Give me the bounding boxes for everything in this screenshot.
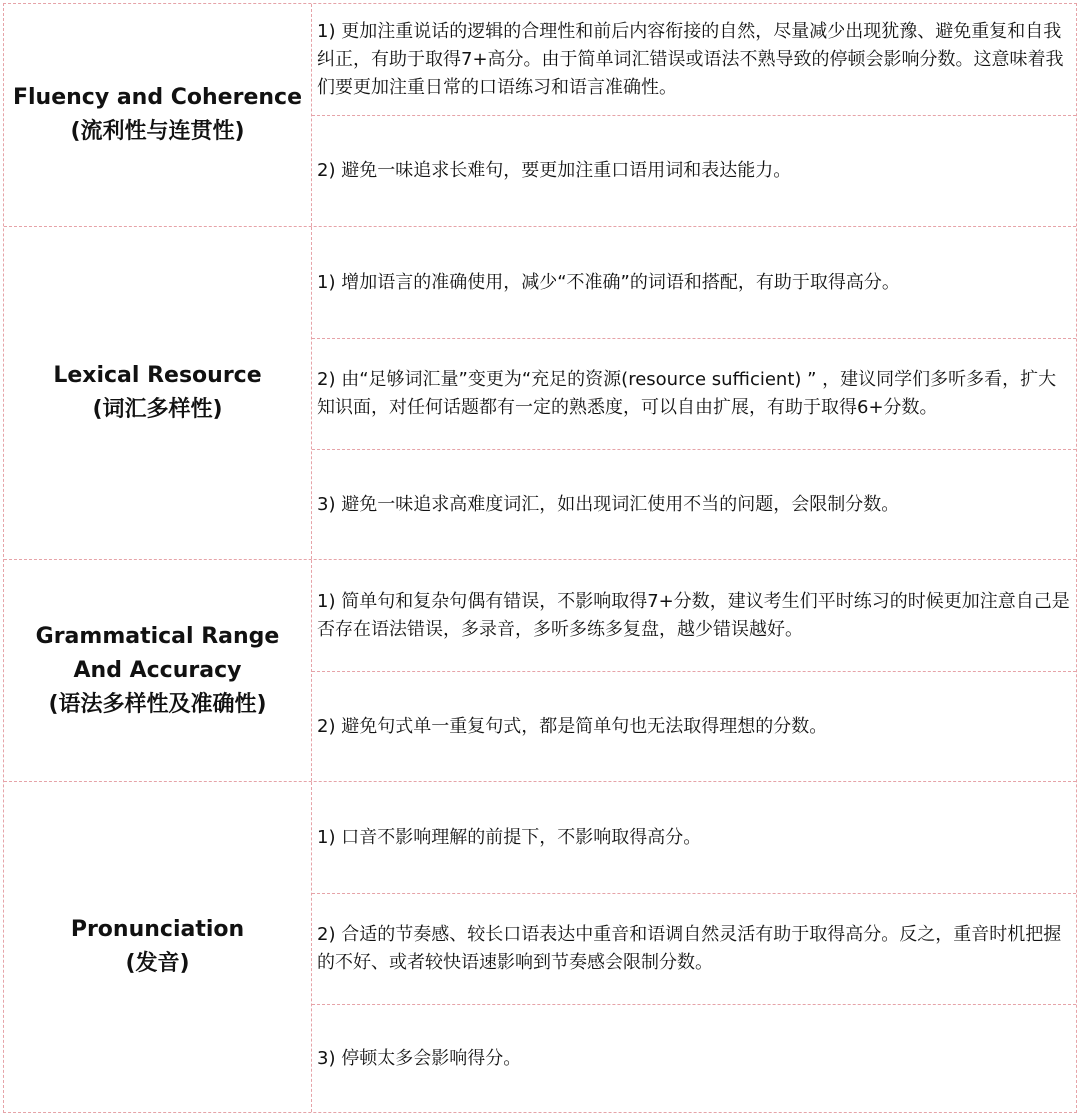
criterion-title-en-line2: And Accuracy — [73, 657, 242, 683]
criterion-item — [312, 227, 1076, 338]
criteria-table — [3, 3, 1077, 1113]
criterion-item-text: 2) 避免一味追求长难句，要更加注重口语用词和表达能力。 — [317, 160, 792, 181]
criterion-label — [4, 4, 312, 226]
criterion-item-text: 2) 避免句式单一重复句式，都是简单句也无法取得理想的分数。 — [317, 716, 828, 737]
criterion-title-zh: (流利性与连贯性) — [70, 119, 245, 144]
criterion-item — [312, 1004, 1076, 1113]
section-fluency — [4, 4, 1076, 226]
criterion-item — [312, 4, 1076, 115]
criterion-item-text: 1) 简单句和复杂句偶有错误，不影响取得7+分数，建议考生们平时练习的时候更加注意自己是否存在语法错误，多录音，多听多练多复盘，越少错误越好。 — [317, 590, 1070, 640]
criterion-title-zh: (语法多样性及准确性) — [48, 691, 267, 717]
criterion-title-zh: (词汇多样性) — [92, 397, 223, 422]
criterion-item-text: 2) 由“足够词汇量”变更为“充足的资源(resource sufficient) ” ，建议同学们多听多看，扩大知识面，对任何话题都有一定的熟悉度，可以自由扩展，有助于取得6+分数。 — [317, 369, 1057, 418]
section-grammar — [4, 559, 1076, 781]
criterion-title-en: Fluency and Coherence — [12, 85, 302, 110]
criterion-item-text: 3) 避免一味追求高难度词汇，如出现词汇使用不当的问题，会限制分数。 — [317, 494, 900, 515]
criterion-item — [312, 893, 1076, 1004]
criterion-title-zh: (发音) — [125, 951, 190, 976]
criterion-item — [312, 560, 1076, 671]
criterion-item-text: 1) 口音不影响理解的前提下，不影响取得高分。 — [317, 826, 702, 848]
criterion-item — [312, 449, 1076, 560]
criterion-item-text: 2) 合适的节奏感、较长口语表达中重音和语调自然灵活有助于取得高分。反之，重音时机把握的不好、或者较快语速影响到节奏感会限制分数。 — [317, 924, 1062, 973]
criterion-title-en: Lexical Resource — [53, 363, 262, 388]
criterion-item-text: 3) 停顿太多会影响得分。 — [317, 1048, 522, 1069]
criterion-item — [312, 115, 1076, 226]
criterion-title-en: Pronunciation — [70, 917, 245, 942]
criterion-item — [312, 782, 1076, 893]
section-lexical — [4, 226, 1076, 559]
section-pronunciation — [4, 781, 1076, 1112]
criterion-item-text: 1) 增加语言的准确使用，减少“不准确”的词语和搭配，有助于取得高分。 — [317, 271, 900, 293]
criterion-label — [4, 227, 312, 559]
criterion-item — [312, 338, 1076, 449]
criterion-item-text: 1) 更加注重说话的逻辑的合理性和前后内容衔接的自然，尽量减少出现犹豫、避免重复和自我纠正，有助于取得7+高分。由于简单词汇错误或语法不熟导致的停顿会影响分数。这意味着我们要更加注重日常的口语练习和语言准确性。 — [317, 20, 1064, 98]
criterion-label — [4, 560, 312, 781]
criterion-item — [312, 671, 1076, 782]
criterion-title-en: Grammatical Range — [35, 623, 280, 649]
criterion-label — [4, 782, 312, 1112]
